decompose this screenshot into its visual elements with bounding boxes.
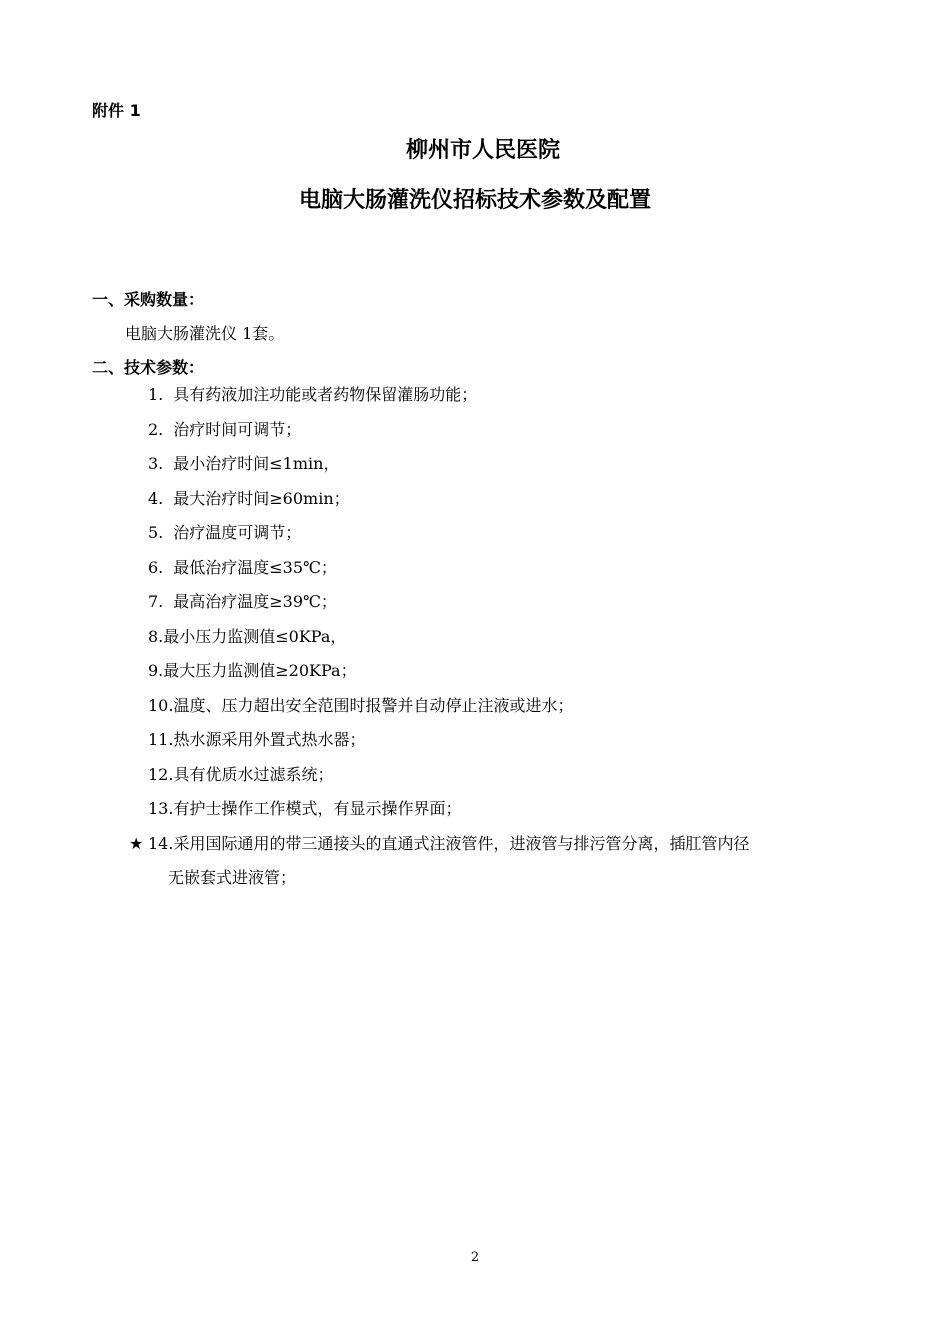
param-item [148, 723, 868, 758]
param-item [148, 551, 868, 586]
param-number: 14. [148, 833, 174, 853]
document-title-hospital: 柳州市人民医院 [405, 138, 560, 163]
param-text: 最高治疗温度≥39℃； [173, 592, 337, 611]
param-number: 2. [148, 419, 164, 439]
param-number: 5. [148, 523, 164, 542]
attachment-label: 附件 1 [92, 101, 141, 120]
param-number: 9. [148, 661, 164, 680]
page-number: 2 [470, 1250, 480, 1265]
param-item [148, 620, 868, 655]
param-number: 12. [148, 764, 174, 784]
param-text: 最大压力监测值≥20KPa； [163, 661, 357, 680]
param-text-continuation: 无嵌套式进液管； [168, 868, 297, 887]
param-number: 7. [148, 592, 164, 611]
param-number: 11. [148, 730, 174, 749]
section-heading-params: 二、技术参数： [92, 358, 205, 377]
param-number: 10. [148, 695, 174, 715]
param-list [129, 378, 868, 896]
param-text: 具有优质水过滤系统； [173, 764, 334, 784]
param-text: 最大治疗时间≥60min； [173, 488, 350, 508]
param-number: 4. [148, 488, 164, 508]
param-number: 8. [148, 626, 164, 646]
quantity-text: 电脑大肠灌洗仪 1套。 [125, 324, 285, 343]
param-text: 治疗时间可调节； [173, 419, 302, 439]
param-text: 治疗温度可调节； [173, 523, 302, 542]
param-text: 最小治疗时间≤1min， [173, 454, 340, 473]
param-text: 最小压力监测值≤0KPa， [163, 626, 347, 646]
param-item [148, 378, 868, 413]
param-item [148, 792, 868, 827]
param-number: 6. [148, 557, 164, 577]
param-text: 有护士操作工作模式，有显示操作界面； [173, 799, 462, 818]
param-item [148, 447, 868, 482]
param-number: 1. [148, 385, 164, 404]
document-title-subject: 电脑大肠灌洗仪招标技术参数及配置 [298, 188, 651, 213]
param-item [148, 654, 868, 689]
param-item [148, 585, 868, 620]
param-item [148, 482, 868, 517]
param-text: 最低治疗温度≤35℃； [173, 557, 337, 577]
section-heading-quantity: 一、采购数量： [92, 290, 205, 309]
param-item [148, 413, 868, 448]
param-item [148, 516, 868, 551]
star-icon: ★ [129, 833, 144, 853]
param-text: 热水源采用外置式热水器； [173, 730, 366, 749]
param-number: 13. [148, 799, 174, 818]
param-text: 温度、压力超出安全范围时报警并自动停止注液或进水； [173, 695, 574, 715]
param-text: 具有药液加注功能或者药物保留灌肠功能； [173, 385, 478, 404]
param-item [148, 758, 868, 793]
param-item [148, 689, 868, 724]
param-text: 采用国际通用的带三通接头的直通式注液管件，进液管与排污管分离，插肛管内径 [173, 833, 750, 853]
param-number: 3. [148, 454, 164, 473]
param-item-key-requirement [129, 827, 868, 896]
